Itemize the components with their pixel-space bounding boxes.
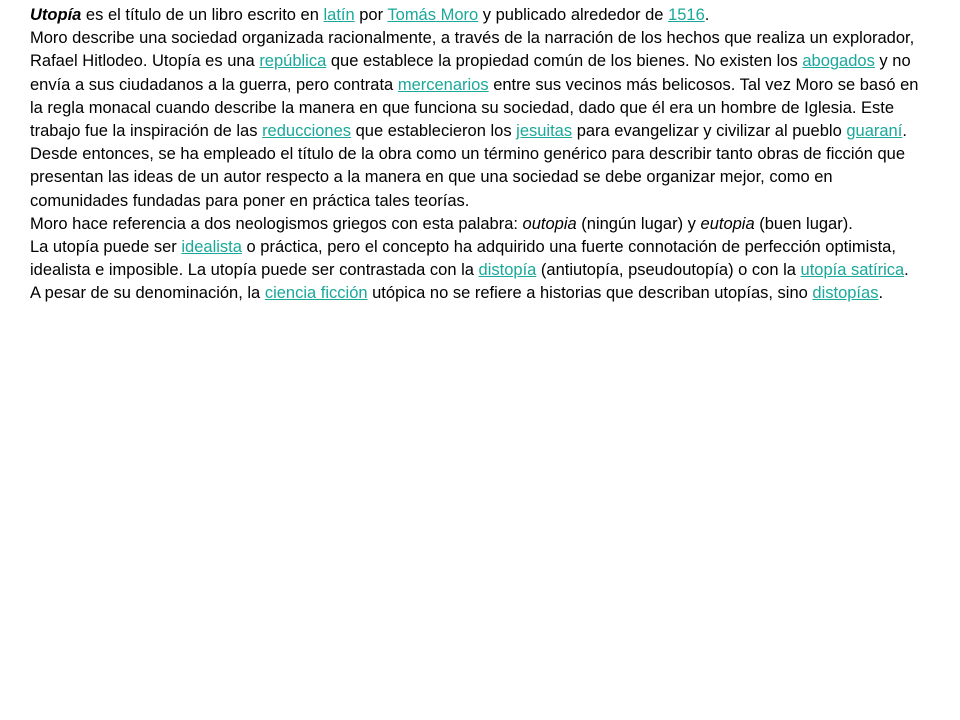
text: .	[878, 284, 884, 303]
paragraph-intro	[30, 4, 935, 27]
text: .	[904, 261, 909, 280]
text: que establece la propiedad común de los bienes. No existen los	[326, 52, 803, 71]
link-guarani[interactable]: guaraní	[846, 122, 903, 141]
term-outopia: outopia	[522, 214, 577, 233]
text: (buen lugar).	[754, 214, 853, 233]
text: que establecieron los	[351, 122, 517, 141]
text: La utopía puede ser	[30, 238, 182, 257]
link-ciencia-ficcion[interactable]: ciencia ficción	[264, 284, 368, 303]
paragraph-types	[30, 236, 935, 282]
term-eutopia: eutopia	[700, 214, 755, 233]
text: .	[902, 122, 907, 141]
text: Desde entonces, se ha empleado el título de la obra como un término genérico para describir tanto obras de ficción que presentan las ideas de un autor respecto a la manera en que una sociedad se debe organizar mejor, como en comunidades fundadas para poner en práctica tales teorías.	[30, 145, 906, 210]
paragraph-description	[30, 27, 935, 143]
link-reducciones[interactable]: reducciones	[262, 122, 352, 141]
text: es el título de un libro escrito en	[81, 6, 324, 24]
link-distopias[interactable]: distopías	[812, 284, 879, 303]
text: por	[354, 6, 388, 24]
link-tomas-moro[interactable]: Tomás Moro	[387, 6, 479, 24]
text: entre sus vecinos más belicosos. Tal vez Moro se basó en la regla monacal cuando describe la manera en que funciona su sociedad, dado que él era un hombre de Iglesia. Este trabajo fue la inspiración de las	[30, 75, 919, 141]
text: (antiutopía, pseudoutopía) o con la	[536, 261, 801, 280]
link-utopia-satirica[interactable]: utopía satírica	[800, 261, 905, 280]
text: utópica no se refiere a historias que describan utopías, sino	[367, 284, 813, 303]
text: Moro hace referencia a dos neologismos griegos con esta palabra:	[30, 214, 523, 233]
text: y no envía a sus ciudadanos a la guerra, pero contrata	[30, 52, 911, 94]
link-republica[interactable]: república	[259, 52, 327, 71]
link-distopia[interactable]: distopía	[478, 261, 537, 280]
text: .	[704, 6, 710, 24]
paragraph-generic-term	[30, 143, 935, 213]
text: (ningún lugar) y	[576, 214, 701, 233]
link-1516[interactable]: 1516	[668, 6, 705, 24]
link-jesuitas[interactable]: jesuitas	[516, 122, 573, 141]
link-idealista[interactable]: idealista	[181, 238, 242, 257]
link-mercenarios[interactable]: mercenarios	[397, 75, 489, 94]
paragraph-science-fiction	[30, 282, 935, 305]
paragraph-neologisms	[30, 213, 935, 236]
text: A pesar de su denominación, la	[30, 284, 265, 303]
text: y publicado alrededor de	[478, 6, 669, 24]
text: Moro describe una sociedad organizada racionalmente, a través de la narración de los hechos que realiza un explorador, Rafael Hitlodeo. Utopía es una	[30, 29, 915, 71]
text: o práctica, pero el concepto ha adquirido una fuerte connotación de perfección optimista, idealista e imposible. La utopía puede ser contrastada con la	[30, 238, 896, 280]
title-term-utopia: Utopía	[30, 6, 82, 24]
document-body	[30, 4, 935, 306]
link-latin[interactable]: latín	[323, 6, 355, 24]
text: para evangelizar y civilizar al pueblo	[572, 122, 847, 141]
link-abogados[interactable]: abogados	[802, 52, 875, 71]
